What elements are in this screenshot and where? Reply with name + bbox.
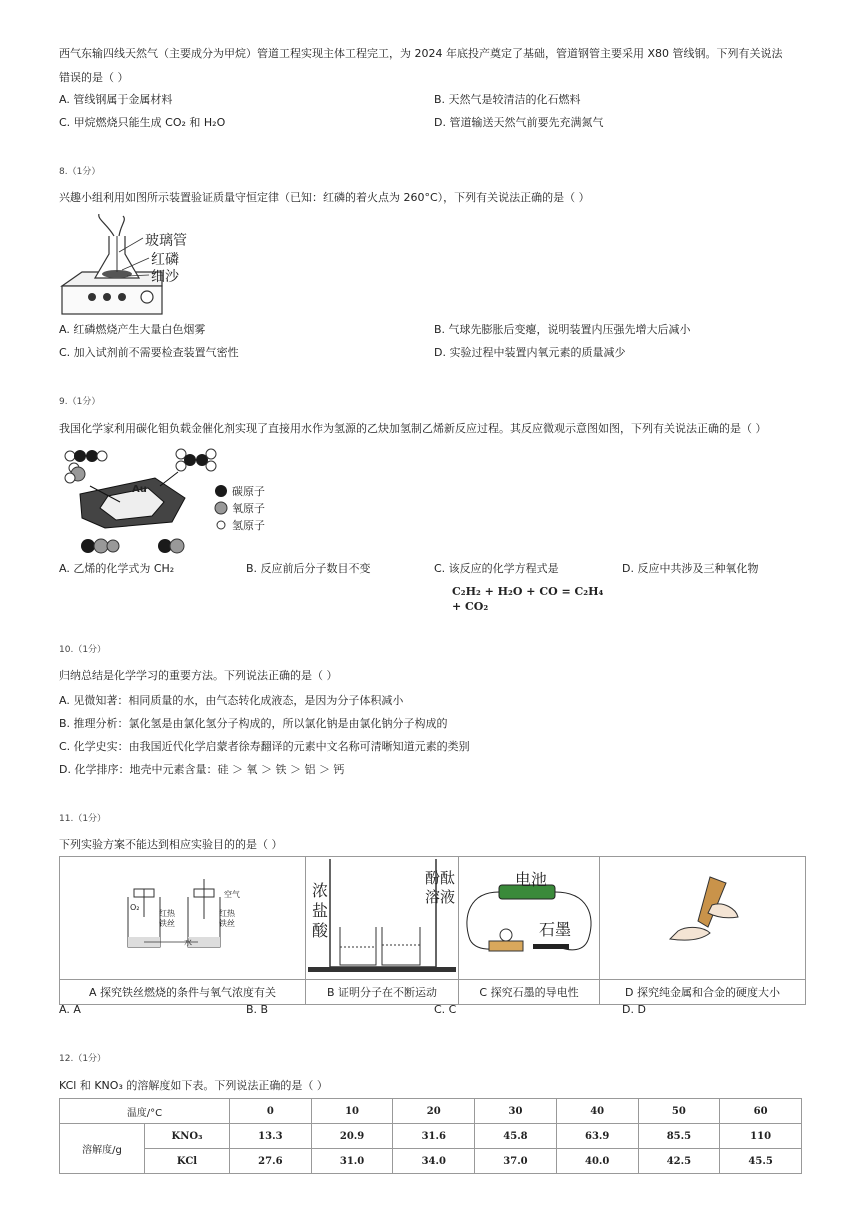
q9-equation-line1: C₂H₂ + H₂O + CO = C₂H₄ (452, 585, 604, 598)
q11-c-label-battery: 电池 (515, 870, 548, 889)
table-cell: 27.6 (230, 1149, 312, 1174)
q11-number: 11.（1分） (59, 814, 107, 824)
q12-row-kcl-name: KCl (145, 1149, 230, 1174)
q11-option-b[interactable]: B. B (246, 1003, 269, 1016)
q12-temp-30: 30 (475, 1099, 557, 1124)
table-cell: 42.5 (638, 1149, 720, 1174)
q7-option-d[interactable]: D. 管道输送天然气前要先充满氮气 (434, 116, 604, 129)
q9-option-c[interactable]: C. 该反应的化学方程式是 (434, 562, 559, 575)
table-cell: 40.0 (556, 1149, 638, 1174)
q11-b-label-hcl: 浓盐酸 (311, 881, 328, 940)
table-cell: 31.6 (393, 1124, 475, 1149)
q9-equation-line2: + CO₂ (452, 600, 489, 613)
q11-figure-d (600, 857, 806, 980)
q12-temp-10: 10 (311, 1099, 393, 1124)
q11-a-label-wire1: 红热铁丝 (159, 909, 175, 928)
q8-label-red-phosphorus: 红磷 (151, 252, 179, 268)
q8-option-d[interactable]: D. 实验过程中装置内氧元素的质量减少 (434, 346, 626, 359)
q8-option-c[interactable]: C. 加入试剂前不需要检查装置气密性 (59, 346, 239, 359)
q11-caption-b: B 证明分子在不断运动 (306, 980, 459, 1005)
q12-temp-20: 20 (393, 1099, 475, 1124)
q9-stem: 我国化学家利用碳化钼负载金催化剂实现了直接用水作为氢源的乙炔加氢制乙烯新反应过程。其反应微观示意图如图，下列有关说法正确的是（ ） (59, 422, 767, 435)
table-cell: 37.0 (475, 1149, 557, 1174)
q9-option-d[interactable]: D. 反应中共涉及三种氧化物 (622, 562, 759, 575)
q11-option-c[interactable]: C. C (434, 1003, 457, 1016)
q10-option-d[interactable]: D. 化学排序：地壳中元素含量：硅 ＞ 氧 ＞ 铁 ＞ 铝 ＞ 钙 (59, 763, 345, 776)
q7-option-c[interactable]: C. 甲烷燃烧只能生成 CO₂ 和 H₂O (59, 116, 226, 129)
q9-option-a[interactable]: A. 乙烯的化学式为 CH₂ (59, 562, 175, 575)
table-cell: 45.8 (475, 1124, 557, 1149)
table-cell: 13.3 (230, 1124, 312, 1149)
q12-solubility-header: 溶解度/g (60, 1124, 145, 1174)
q11-option-d[interactable]: D. D (622, 1003, 646, 1016)
table-cell: 34.0 (393, 1149, 475, 1174)
q12-number: 12.（1分） (59, 1054, 107, 1064)
q12-temp-40: 40 (556, 1099, 638, 1124)
q11-figure-a (60, 857, 306, 980)
q11-stem: 下列实验方案不能达到相应实验目的的是（ ） (59, 838, 283, 851)
q12-temp-0: 0 (230, 1099, 312, 1124)
q8-stem: 兴趣小组利用如图所示装置验证质量守恒定律（已知：红磷的着火点为 260°C），下列有关说法正确的是（ ） (59, 191, 590, 204)
q9-legend-hydrogen: 氢原子 (232, 519, 265, 532)
q12-row-kno3-name: KNO₃ (145, 1124, 230, 1149)
q11-experiment-table (59, 856, 806, 1005)
q12-temp-60: 60 (720, 1099, 802, 1124)
table-row (60, 1149, 802, 1174)
q7-stem-line2: 错误的是（ ） (59, 71, 129, 84)
q12-temp-header: 温度/°C (60, 1099, 230, 1124)
table-cell: 63.9 (556, 1124, 638, 1149)
q11-figure-b (306, 857, 459, 980)
q8-number: 8.（1分） (59, 167, 101, 177)
q8-figure-apparatus (57, 214, 227, 318)
q7-option-a[interactable]: A. 管线钢属于金属材料 (59, 93, 173, 106)
q11-b-label-phenolphthalein: 酚酞溶液 (424, 869, 455, 906)
q12-stem: KCl 和 KNO₃ 的溶解度如下表。下列说法正确的是（ ） (59, 1079, 328, 1092)
q9-number: 9.（1分） (59, 397, 101, 407)
q11-a-label-o2: O₂ (130, 903, 140, 912)
q9-option-b[interactable]: B. 反应前后分子数目不变 (246, 562, 371, 575)
q11-a-label-wire2: 红热铁丝 (219, 909, 235, 928)
q12-solubility-table (59, 1098, 802, 1174)
q8-label-glass-tube: 玻璃管 (145, 233, 187, 249)
q11-a-label-air: 空气 (224, 890, 240, 899)
table-cell: 31.0 (311, 1149, 393, 1174)
table-cell: 45.5 (720, 1149, 802, 1174)
q12-temp-50: 50 (638, 1099, 720, 1124)
q11-a-label-water: 水 (184, 938, 192, 947)
q11-caption-c: C 探究石墨的导电性 (459, 980, 600, 1005)
table-cell: 85.5 (638, 1124, 720, 1149)
q10-stem: 归纳总结是化学学习的重要方法。下列说法正确的是（ ） (59, 669, 338, 682)
q11-figure-c (459, 857, 600, 980)
q8-option-a[interactable]: A. 红磷燃烧产生大量白色烟雾 (59, 323, 206, 336)
table-cell: 110 (720, 1124, 802, 1149)
q9-legend-oxygen: 氧原子 (232, 502, 265, 515)
q10-number: 10.（1分） (59, 645, 107, 655)
q9-legend-carbon: 碳原子 (232, 485, 265, 498)
q9-figure-reaction (60, 446, 280, 558)
q11-caption-d: D 探究纯金属和合金的硬度大小 (600, 980, 806, 1005)
q9-figure-au-label: Au (132, 484, 147, 495)
q8-label-sand: 细沙 (151, 269, 179, 285)
table-row (60, 1124, 802, 1149)
q8-option-b[interactable]: B. 气球先膨胀后变瘪，说明装置内压强先增大后减小 (434, 323, 691, 336)
q10-option-b[interactable]: B. 推理分析：氯化氢是由氯化氢分子构成的，所以氯化钠是由氯化钠分子构成的 (59, 717, 448, 730)
q10-option-c[interactable]: C. 化学史实：由我国近代化学启蒙者徐寿翻译的元素中文名称可清晰知道元素的类别 (59, 740, 470, 753)
q7-option-b[interactable]: B. 天然气是较清洁的化石燃料 (434, 93, 581, 106)
q10-option-a[interactable]: A. 见微知著：相同质量的水，由气态转化成液态，是因为分子体积减小 (59, 694, 404, 707)
table-cell: 20.9 (311, 1124, 393, 1149)
q11-caption-a: A 探究铁丝燃烧的条件与氧气浓度有关 (60, 980, 306, 1005)
q11-c-label-graphite: 石墨 (539, 920, 572, 939)
q11-option-a[interactable]: A. A (59, 1003, 81, 1016)
table-row (60, 1099, 802, 1124)
q7-stem-line1: 西气东输四线天然气（主要成分为甲烷）管道工程实现主体工程完工，为 2024 年底投产奠定了基础，管道钢管主要采用 X80 管线钢。下列有关说法 (59, 47, 783, 60)
